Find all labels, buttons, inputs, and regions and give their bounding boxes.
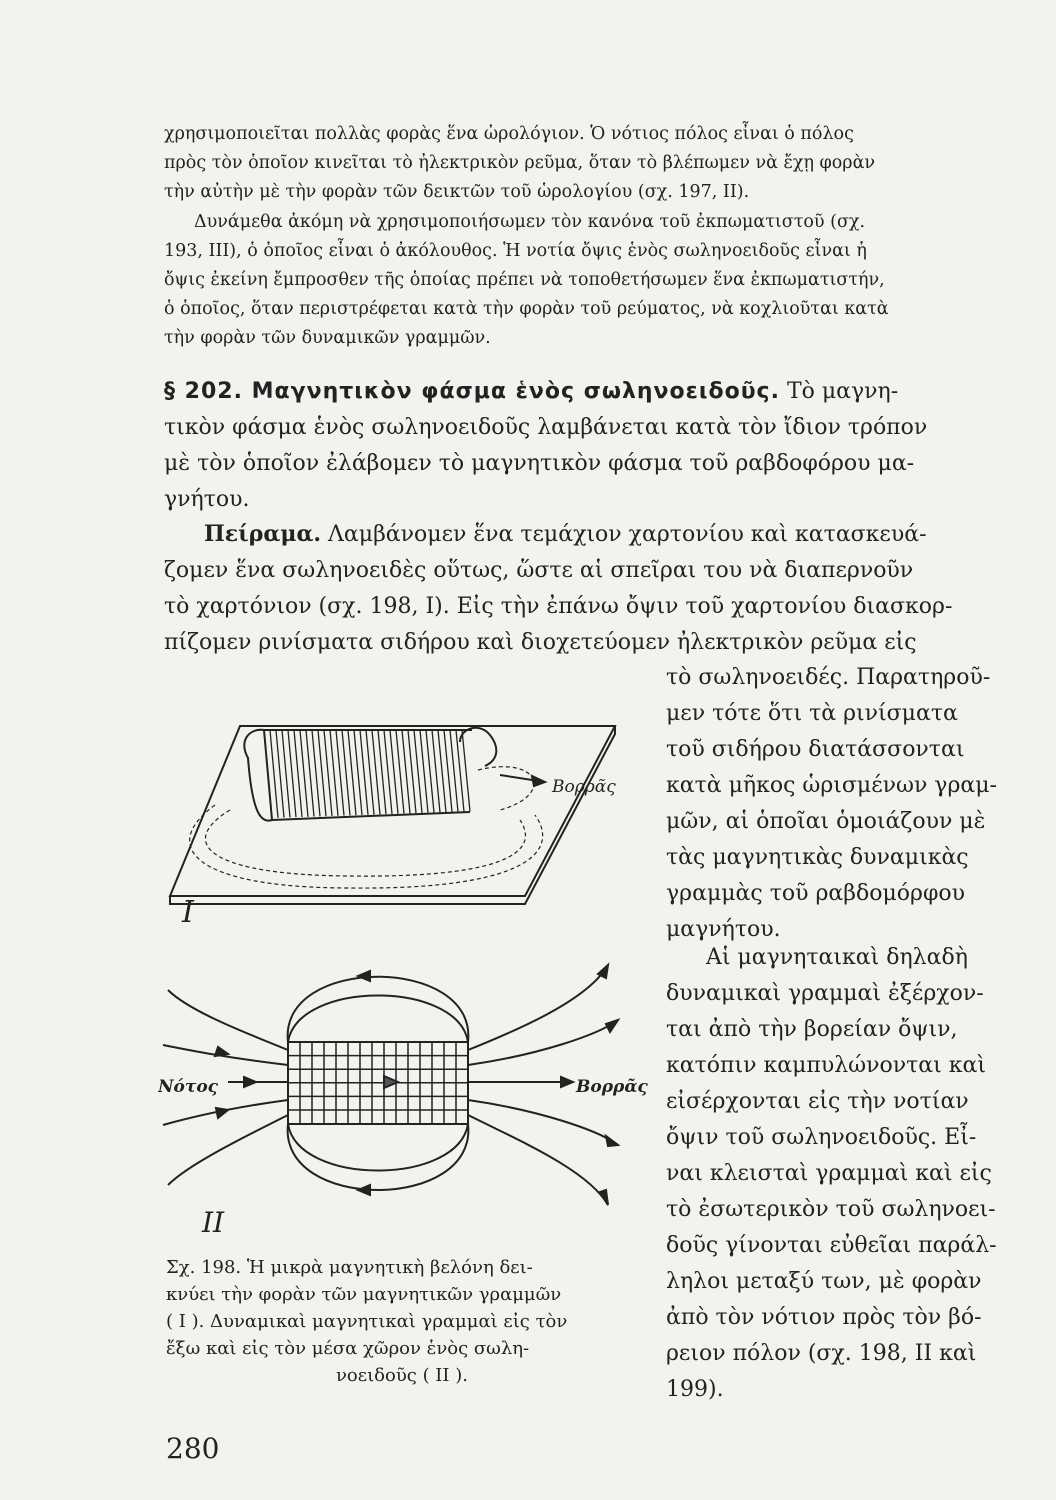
text-line: μὲ τὸν ὁποῖον ἐλάβομεν τὸ μαγνητικὸν φάσμα τοῦ ραβδοφόρου μα-: [164, 451, 915, 476]
field-arrow: [244, 1077, 256, 1087]
text-line: κατὰ μῆκος ὡρισμένων γραμ-: [666, 773, 997, 798]
text-line: Δυνάμεθα ἀκόμη νὰ χρησιμοποιήσωμεν τὸν κανόνα τοῦ ἐκπωματιστοῦ (σχ.: [194, 212, 866, 232]
field-arrow: [358, 1185, 370, 1195]
experiment-right-column: [666, 660, 1016, 948]
text-line: Αἱ μαγνηταικαὶ δηλαδὴ: [706, 945, 968, 970]
field-line: [288, 996, 468, 1043]
field-arrow: [600, 1190, 608, 1205]
field-arrow: [216, 1108, 228, 1118]
text-line: μεν τότε ὅτι τὰ ρινίσματα: [666, 701, 958, 726]
section-202: [164, 374, 1016, 518]
field-line: [168, 1115, 288, 1185]
field-arrow: [606, 1020, 618, 1032]
paragraph-rule: [164, 208, 1016, 237]
text-line: τικὸν φάσμα ἑνὸς σωληνοειδοῦς λαμβάνεται κατὰ τὸν ἴδιον τρόπον: [164, 415, 928, 440]
experiment-line: [164, 516, 1016, 553]
experiment-label: Πείραμα.: [204, 521, 322, 547]
text-line: γραμμὰς τοῦ ραβδομόρφου: [666, 881, 965, 906]
experiment-paragraph: [164, 516, 1016, 661]
text-line: τὸ σωληνοειδές. Παρατηροῦ-: [666, 665, 991, 690]
text-line: ται ἀπὸ τὴν βορείαν ὄψιν,: [666, 1017, 958, 1042]
text-line: 199).: [666, 1377, 724, 1402]
text-line: πρὸς τὸν ὁποῖον κινεῖται τὸ ἠλεκτρικὸν ρεῦμα, ὅταν τὸ βλέπωμεν νὰ ἔχῃ φορὰν: [164, 153, 876, 173]
text-line: ἀπὸ τὸν νότιον πρὸς τὸν βό-: [666, 1305, 982, 1330]
text-line: ὁ ὁποῖος, ὅταν περιστρέφεται κατὰ τὴν φορὰν τοῦ ρεύματος, νὰ κοχλιοῦται κατὰ: [164, 299, 889, 319]
field-arrow: [358, 971, 370, 981]
solenoid-coils: [264, 730, 470, 818]
text-line: ὄψις ἐκείνη ἔμπροσθεν τῆς ὁποίας πρέπει νὰ τοποθετήσωμεν ἕνα ἐκπωματιστήν,: [164, 270, 885, 290]
figure-solenoid-cardboard: [160, 700, 650, 930]
figure-roman-1: I: [182, 895, 194, 930]
label-north: Βορρᾶς: [576, 1077, 648, 1097]
field-line: [288, 1124, 468, 1171]
text-line: ναι κλεισταὶ γραμμαὶ καὶ εἰς: [666, 1161, 992, 1186]
label-south: Νότος: [158, 1077, 219, 1097]
section-line: [164, 374, 1016, 410]
filing-line: [205, 810, 525, 876]
section-heading-rest: Τὸ μαγνη-: [779, 379, 899, 404]
text-line: τὸ χαρτόνιον (σχ. 198, I). Εἰς τὴν ἐπάνω ὄψιν τοῦ χαρτονίου διασκορ-: [164, 594, 953, 619]
label-north: Βορρᾶς: [552, 777, 616, 797]
field-line: [468, 1020, 618, 1065]
compass-arrow: [532, 776, 545, 786]
text-line: τὴν αὐτὴν μὲ τὴν φορὰν τῶν δεικτῶν τοῦ ὡρολογίου (σχ. 197, II).: [164, 182, 750, 202]
caption-line: ἔξω καὶ εἰς τὸν μέσα χῶρον ἑνὸς σωλη-: [166, 1338, 530, 1359]
figure-caption: [166, 1254, 638, 1389]
caption-line: κνύει τὴν φορὰν τῶν μαγνητικῶν γραμμῶν: [166, 1284, 562, 1305]
text-line: εἰσέρχονται εἰς τὴν νοτίαν: [666, 1089, 969, 1114]
experiment-line-rest: Λαμβάνομεν ἕνα τεμάχιον χαρτονίου καὶ κατασκευά-: [321, 522, 927, 547]
text-line: κατόπιν καμπυλώνονται καὶ: [666, 1053, 986, 1078]
field-line: [468, 1100, 618, 1145]
text-line: ληλοι μεταξύ των, μὲ φορὰν: [666, 1269, 982, 1294]
text-line: μῶν, αἱ ὁποῖαι ὁμοιάζουν μὲ: [666, 809, 986, 834]
page-number: 280: [166, 1432, 220, 1465]
filing-line: [478, 767, 534, 810]
caption-line: ( I ). Δυναμικαὶ μαγνητικαὶ γραμμαὶ εἰς τὸν: [166, 1311, 568, 1332]
text-line: πίζομεν ρινίσματα σιδήρου καὶ διοχετεύομεν ἠλεκτρικὸν ρεῦμα εἰς: [164, 630, 917, 655]
figure-roman-2: II: [202, 1206, 225, 1239]
text-line: ὄψιν τοῦ σωληνοειδοῦς. Εἶ-: [666, 1125, 977, 1150]
section-heading: § 202. Μαγνητικὸν φάσμα ἑνὸς σωληνοειδοῦς.: [164, 379, 780, 404]
caption-line: Σχ. 198. Ἡ μικρὰ μαγνητικὴ βελόνη δει-: [166, 1257, 533, 1278]
caption-line: νοειδοῦς ( II ).: [335, 1365, 468, 1386]
text-line: χρησιμοποιεῖται πολλὰς φορὰς ἕνα ὡρολόγιον. Ὁ νότιος πόλος εἶναι ὁ πόλος: [164, 124, 854, 144]
text-line: δυναμικαὶ γραμμαὶ ἐξέρχον-: [666, 981, 984, 1006]
text-line: δοῦς γίνονται εὐθεῖαι παράλ-: [666, 1233, 997, 1258]
text-line: τὴν φορὰν τῶν δυναμικῶν γραμμῶν.: [164, 328, 491, 348]
paragraph-rule-cont: [164, 237, 1016, 353]
text-line: γνήτου.: [164, 487, 250, 512]
field-arrow: [606, 1136, 618, 1146]
text-line: 193, III), ὁ ὁποῖος εἶναι ὁ ἀκόλουθος. Ἡ νοτία ὄψις ἑνὸς σωληνοειδοῦς εἶναι ἡ: [164, 241, 867, 261]
field-line: [468, 965, 608, 1050]
right-paragraph-field-lines: [666, 940, 1016, 1408]
field-arrow: [215, 1047, 228, 1056]
figure-field-lines: [158, 950, 658, 1240]
text-line: ζομεν ἕνα σωληνοειδὲς οὕτως, ὥστε αἱ σπεῖραι του νὰ διαπερνοῦν: [164, 558, 914, 583]
field-line: [168, 990, 288, 1050]
field-arrow: [561, 1077, 573, 1087]
text-line: τοῦ σιδήρου διατάσσονται: [666, 737, 965, 762]
text-line: τὸ ἐσωτερικὸν τοῦ σωληνοει-: [666, 1197, 996, 1222]
text-line: ρειον πόλον (σχ. 198, II καὶ: [666, 1341, 977, 1366]
solenoid-winding: [288, 1042, 468, 1124]
text-line: μαγνήτου.: [666, 917, 781, 942]
paragraph-intro: [164, 120, 1016, 207]
text-line: τὰς μαγνητικὰς δυναμικὰς: [666, 845, 969, 870]
